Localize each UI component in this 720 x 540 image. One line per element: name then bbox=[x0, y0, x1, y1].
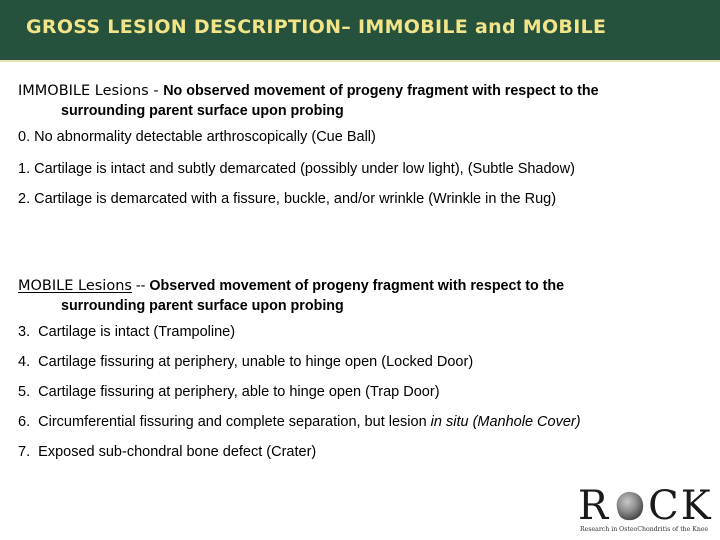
logo-wordmark bbox=[578, 484, 713, 528]
item-text-italic: in situ (Manhole Cover) bbox=[430, 414, 581, 430]
list-item bbox=[18, 444, 316, 460]
list-item bbox=[18, 354, 473, 370]
list-item bbox=[18, 324, 235, 340]
mobile-description-cont: surrounding parent surface upon probing bbox=[61, 298, 344, 314]
list-item bbox=[18, 414, 581, 430]
immobile-description: No observed movement of progeny fragment with respect to the bbox=[163, 83, 599, 99]
item-number: 7. bbox=[18, 444, 31, 460]
mobile-label: MOBILE Lesions bbox=[18, 278, 132, 294]
logo-tagline: Research in OsteoChondritis of the Knee bbox=[580, 526, 709, 533]
mobile-separator: -- bbox=[131, 278, 150, 294]
item-text: Cartilage fissuring at periphery, unable to hinge open (Locked Door) bbox=[38, 354, 474, 370]
item-text: Exposed sub-chondral bone defect (Crater) bbox=[38, 444, 317, 460]
item-number: 6. bbox=[18, 414, 31, 430]
mobile-heading bbox=[18, 276, 708, 316]
list-item bbox=[18, 384, 440, 400]
title-divider bbox=[0, 60, 720, 62]
rock-icon bbox=[611, 488, 647, 524]
list-item: 0. No abnormality detectable arthroscopically (Cue Ball) bbox=[18, 129, 376, 145]
mobile-description: Observed movement of progeny fragment with respect to the bbox=[149, 278, 565, 294]
item-number: 3. bbox=[18, 324, 31, 340]
list-item: 1. Cartilage is intact and subtly demarcated (possibly under low light), (Subtle Shadow) bbox=[18, 161, 575, 177]
title-bar bbox=[0, 0, 720, 60]
item-text: Cartilage is intact (Trampoline) bbox=[38, 324, 236, 340]
logo-letter-r: R bbox=[578, 483, 611, 529]
item-number: 5. bbox=[18, 384, 31, 400]
slide-title: GROSS LESION DESCRIPTION– IMMOBILE and MOBILE bbox=[26, 16, 607, 38]
immobile-label: IMMOBILE Lesions - bbox=[18, 83, 164, 99]
immobile-heading bbox=[18, 81, 708, 121]
item-number: 4. bbox=[18, 354, 31, 370]
logo-letters-ck: CK bbox=[648, 483, 713, 529]
list-item: 2. Cartilage is demarcated with a fissure, buckle, and/or wrinkle (Wrinkle in the Rug) bbox=[18, 191, 557, 207]
rock-logo bbox=[578, 484, 718, 536]
item-text: Cartilage fissuring at periphery, able to hinge open (Trap Door) bbox=[38, 384, 440, 400]
item-text: Circumferential fissuring and complete separation, but lesion bbox=[38, 414, 431, 430]
immobile-description-cont: surrounding parent surface upon probing bbox=[61, 103, 344, 119]
